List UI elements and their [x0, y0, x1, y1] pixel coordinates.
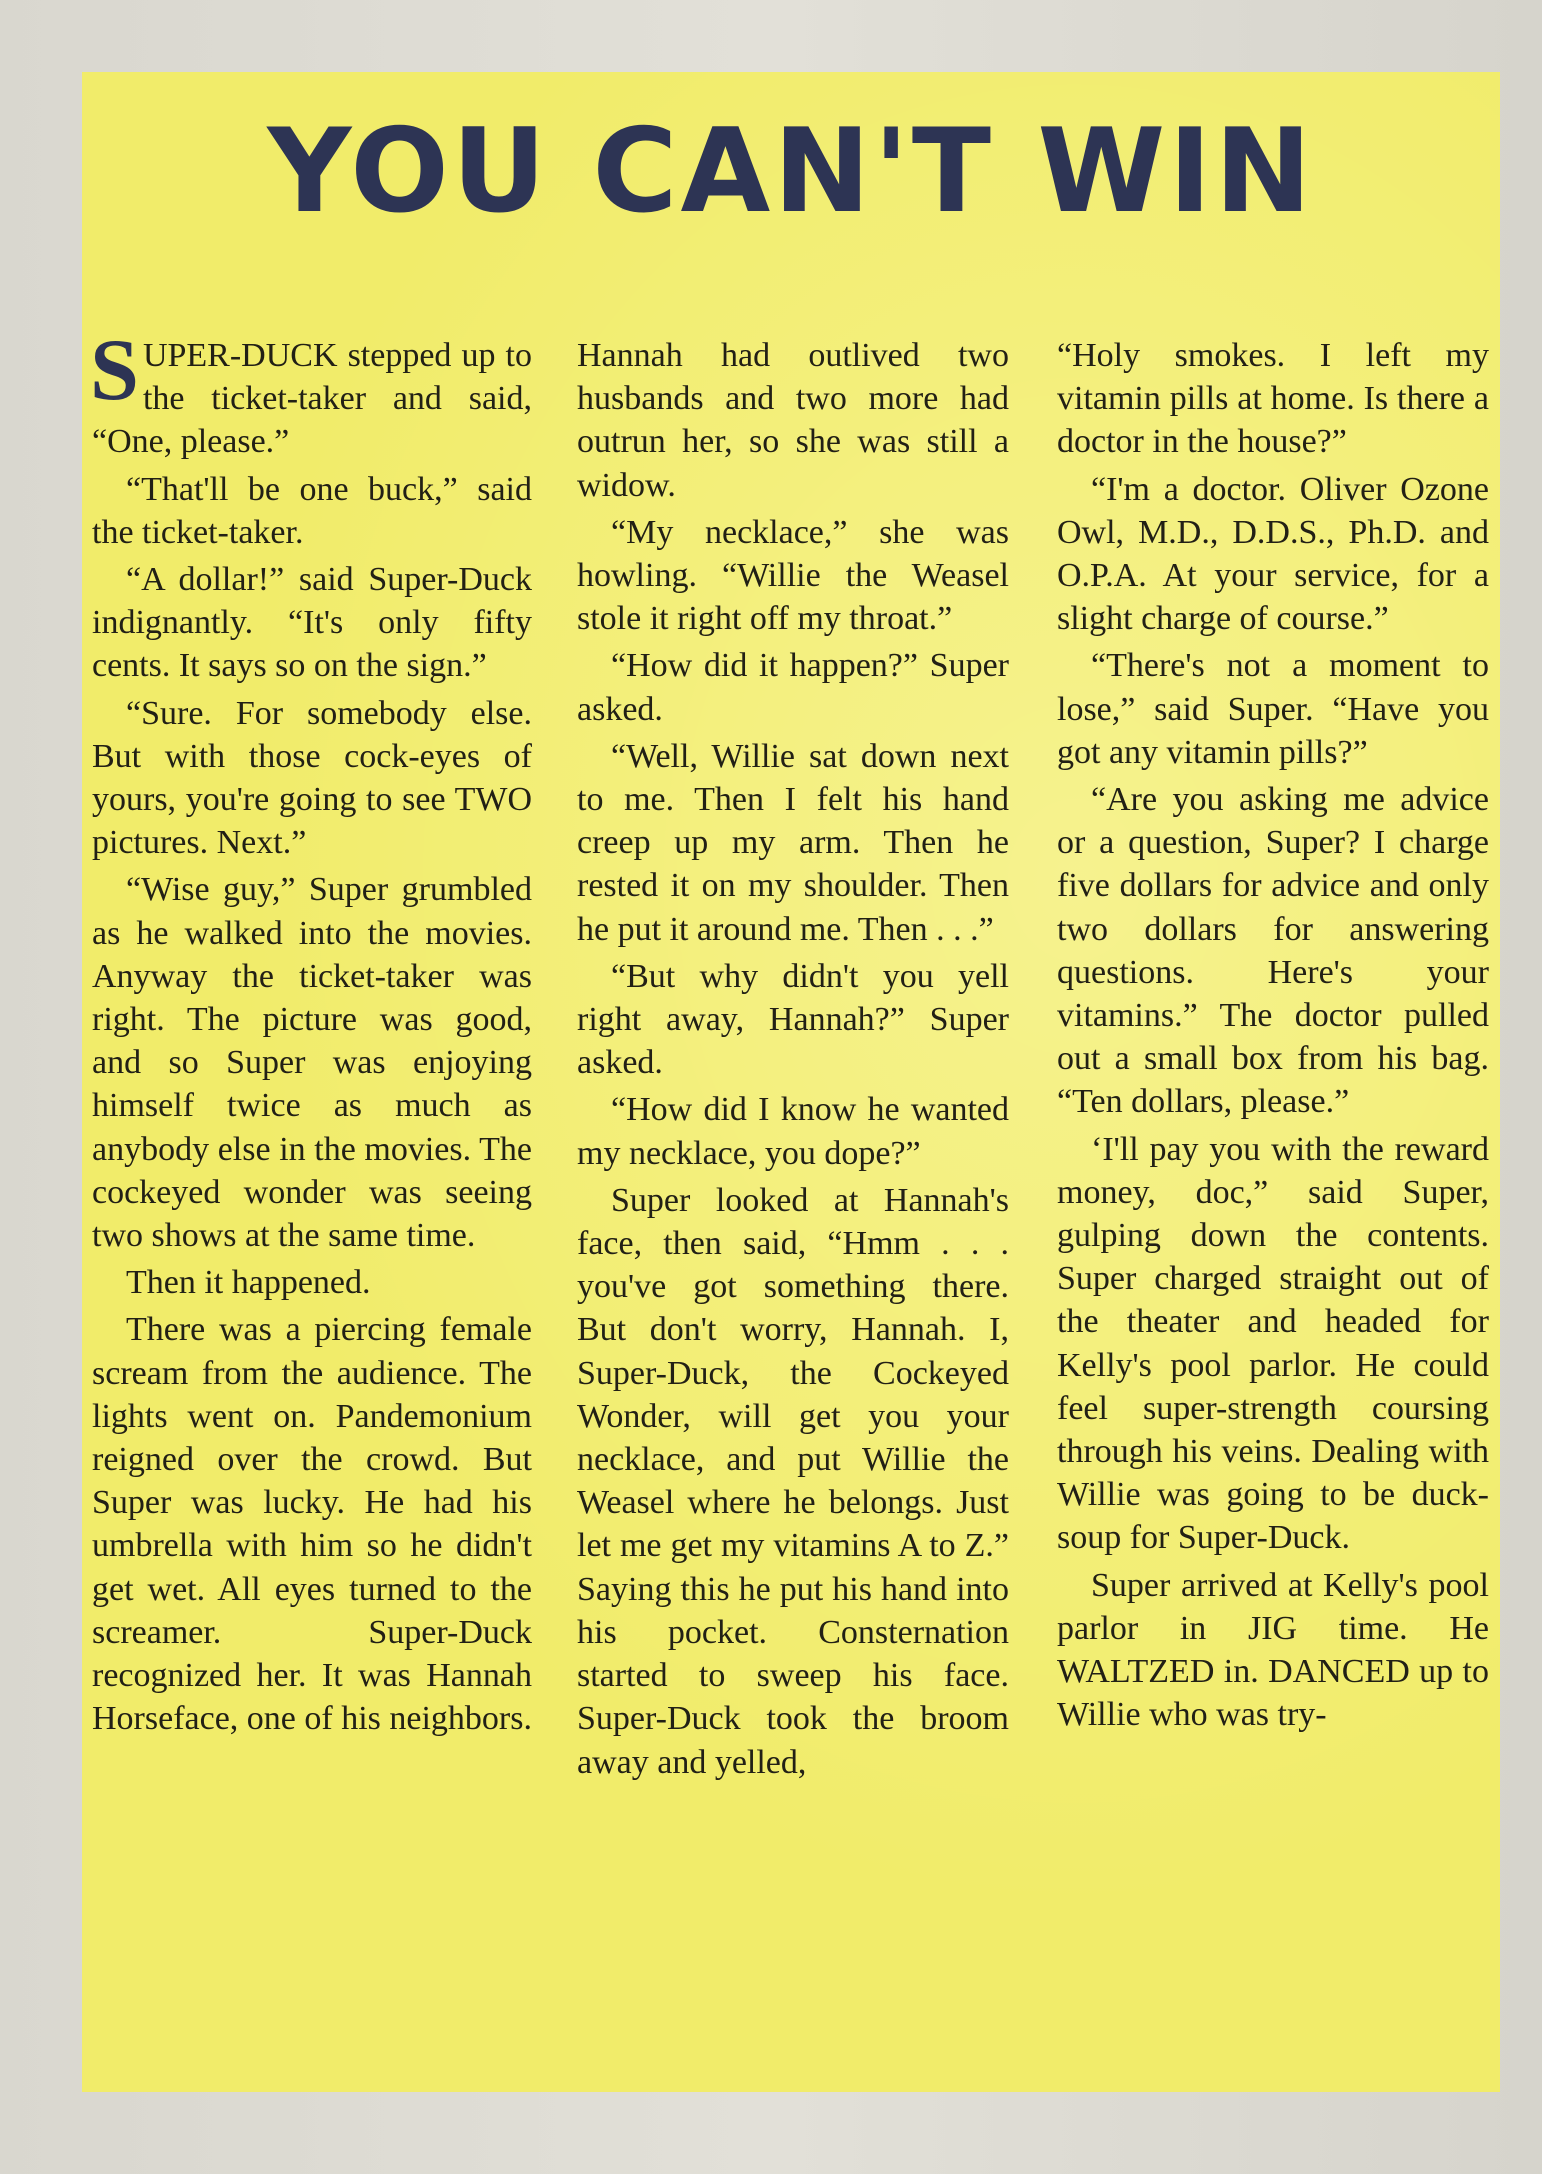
paragraph: “There's not a moment to lose,” said Super. “Have you got any vitamin pills?” — [1057, 647, 1489, 771]
paragraph: “Holy smokes. I left my vitamin pills at home. Is there a doctor in the house?” — [1057, 337, 1489, 461]
text-column-2 — [577, 334, 1009, 2094]
paragraph: “I'm a doctor. Oliver Ozone Owl, M.D., D.D.S., Ph.D. and O.P.A. At your service, for a slight charge of course.” — [1057, 470, 1489, 638]
text-column-3 — [1057, 334, 1489, 2094]
paragraph: “That'll be one buck,” said the ticket-taker. — [92, 470, 532, 551]
paragraph-text: UPER-DUCK stepped up to the ticket-taker and said, “One, please.” — [92, 337, 532, 461]
paragraph — [90, 322, 532, 464]
paragraph: “A dollar!” said Super-Duck indignantly. “It's only fifty cents. It says so on the sign.” — [92, 561, 532, 685]
paragraph: Then it happened. — [126, 1264, 371, 1302]
paragraph: “Sure. For somebody else. But with those cock-eyes of yours, you're going to see TWO pictures. Next.” — [92, 694, 532, 862]
paragraph: “Wise guy,” Super grumbled as he walked into the movies. Anyway the ticket-taker was right. The picture was good, and so Super was enjoying himself twice as much as anybody else in the movies. The cockeyed wonder was seeing two shows at the same time. — [92, 871, 532, 1255]
paragraph: Hannah had outlived two husbands and two more had outrun her, so she was still a widow. — [577, 337, 1009, 504]
paragraph: Super looked at Hannah's face, then said, “Hmm . . . you've got something there. But don't worry, Hannah. I, Super-Duck, the Cockeyed Wonder, will get you your necklace, and put Willie the Weasel where he belongs. Just let me get my vitamins A to Z.” Saying this he put his hand into his pocket. Consternation started to sweep his face. Super-Duck took the broom away and yelled, — [577, 1181, 1009, 1781]
paragraph: “How did it happen?” Super asked. — [577, 647, 1009, 728]
paragraph: ‘I'll pay you with the reward money, doc,” said Super, gulping down the contents. Super charged straight out of the theater and headed for Kelly's pool parlor. He could feel super-strength coursing through his veins. Dealing with Willie was going to be duck-soup for Super-Duck. — [1057, 1130, 1489, 1557]
text-column-1 — [90, 322, 532, 2094]
paragraph: “Well, Willie sat down next to me. Then I felt his hand creep up my arm. Then he rested it on my shoulder. Then he put it around me. Then . . .” — [577, 737, 1009, 948]
paragraph: “My necklace,” she was howling. “Willie the Weasel stole it right off my throat.” — [577, 513, 1009, 638]
paragraph: There was a piercing female scream from the audience. The lights went on. Pandemonium reigned over the crowd. But Super was lucky. He had his umbrella with him so he didn't get wet. All eyes turned to the screamer. Super-Duck recognized her. It was Hannah Horseface, one of his neighbors. — [92, 1311, 532, 1738]
story-title: YOU CAN'T WIN — [267, 104, 1315, 239]
drop-cap: S — [90, 322, 139, 419]
paragraph: “Are you asking me advice or a question, Super? I charge five dollars for advice and only two dollars for answering questions. Here's your vitamins.” The doctor pulled out a small box from his bag. “Ten dollars, please.” — [1057, 781, 1489, 1121]
paragraph: “How did I know he wanted my necklace, you dope?” — [577, 1091, 1009, 1172]
paragraph: “But why didn't you yell right away, Hannah?” Super asked. — [577, 957, 1009, 1082]
story-panel — [82, 72, 1500, 2092]
paragraph: Super arrived at Kelly's pool parlor in JIG time. He WALTZED in. DANCED up to Willie who was try- — [1057, 1566, 1489, 1734]
